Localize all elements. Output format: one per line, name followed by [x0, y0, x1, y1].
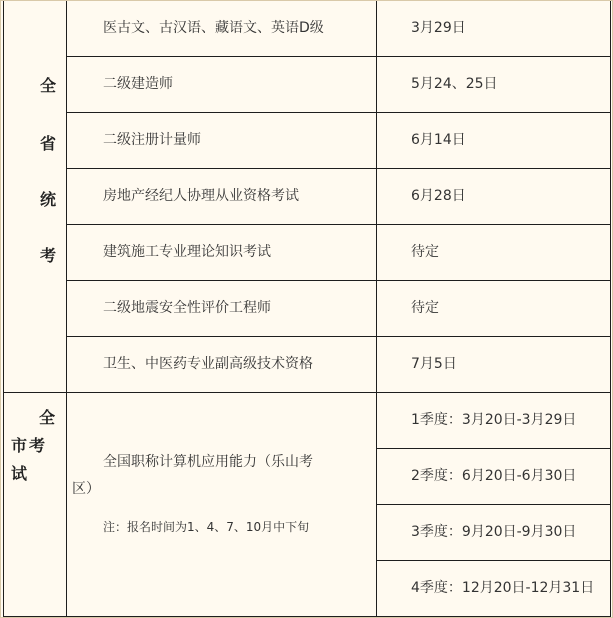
section1-label-char: 全: [39, 76, 56, 95]
row-divider: [66, 168, 611, 169]
exam-name: 建筑施工专业理论知识考试: [103, 244, 271, 260]
quarter-date: 1季度：3月20日-3月29日: [411, 412, 577, 428]
row-divider: [66, 280, 611, 281]
row-divider: [376, 448, 611, 449]
row-divider: [376, 504, 611, 505]
exam-name: 房地产经纪人协理从业资格考试: [103, 188, 299, 204]
exam-name: 医古文、古汉语、藏语文、英语D级: [103, 20, 324, 36]
section1-label-char: 统: [39, 190, 56, 209]
table-bottom-border: [3, 616, 611, 617]
registration-note: 注：报名时间为1、4、7、10月中下旬: [103, 520, 310, 534]
column-divider: [66, 1, 67, 617]
section-divider: [3, 392, 611, 393]
exam-name: 二级建造师: [103, 76, 173, 92]
quarter-date: 2季度：6月20日-6月30日: [411, 468, 577, 484]
exam-name-continued: 区）: [72, 481, 100, 497]
exam-date: 6月14日: [411, 132, 466, 148]
section2-label-line: 全: [39, 408, 56, 427]
row-divider: [66, 336, 611, 337]
exam-date: 待定: [411, 300, 439, 316]
exam-name: 卫生、中医药专业副高级技术资格: [103, 356, 313, 372]
section1-label: [38, 1, 60, 392]
exam-date: 待定: [411, 244, 439, 260]
section2-label-line: 市考: [11, 436, 48, 455]
column-divider: [376, 1, 377, 617]
section2-label: [5, 405, 63, 495]
exam-name: 全国职称计算机应用能力（乐山考: [103, 454, 313, 470]
row-divider: [66, 56, 611, 57]
table-left-border: [3, 1, 4, 617]
quarter-date: 4季度：12月20日-12月31日: [411, 580, 595, 596]
exam-date: 5月24、25日: [411, 76, 498, 92]
row-divider: [376, 560, 611, 561]
section1-label-char: 省: [39, 134, 56, 153]
exam-date: 3月29日: [411, 20, 466, 36]
row-divider: [66, 112, 611, 113]
quarter-date: 3季度：9月20日-9月30日: [411, 524, 577, 540]
table-right-border: [610, 1, 611, 617]
exam-name: 二级注册计量师: [103, 132, 201, 148]
exam-name: 二级地震安全性评价工程师: [103, 300, 271, 316]
section1-label-char: 考: [39, 246, 56, 265]
section2-label-line: 试: [11, 464, 28, 483]
row-divider: [66, 224, 611, 225]
exam-date: 6月28日: [411, 188, 466, 204]
exam-date: 7月5日: [411, 356, 457, 372]
